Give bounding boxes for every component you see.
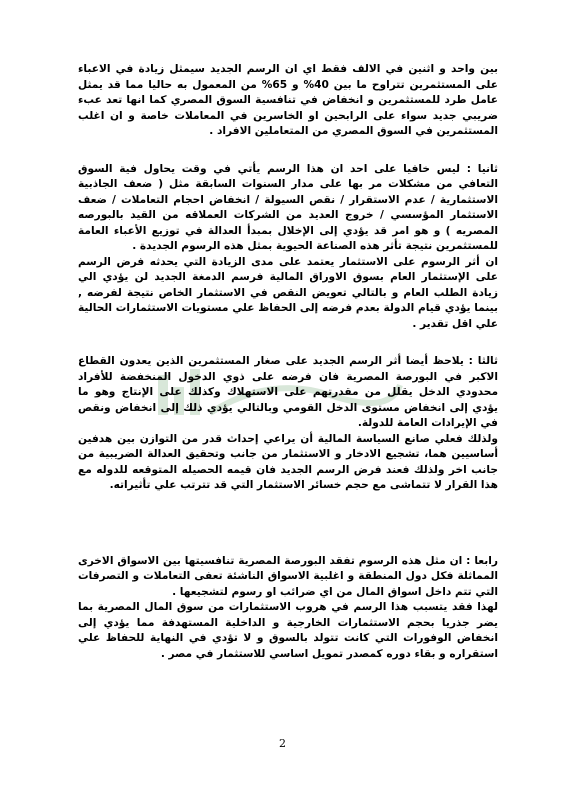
article-body [78, 62, 498, 662]
paragraph-intro-continuation: بين واحد و اثنين في الالف فقط اي ان الرسم الجديد سيمثل زيادة في الاعباء على المستثمرين تتراوح ما بين 40% و 65% من المعمول به حاليا مما قد يمثل عامل طرد للمستثمرين و انخفاض في تنافسية السوق المصري كما انها تعد عبء ضريبي جديد سواء على الرابحين او الخاسرين في المعاملات خاصة و ان اغلب المستثمرين في السوق المصري من المتعاملين الافراد . [78, 63, 498, 137]
paragraph-capital-flight: لهذا فقد يتسبب هذا الرسم في هروب الاستثمارات من سوق المال المصرية بما يضر جذريا بحجم الاستثمارات الخارجية و الداخلية المستهدفة مما يؤدي إلى انخفاض الوفورات التي كانت تتولد بالسوق و لا تؤدي في النهاية للحفاظ علي استقراره و بقاء دوره كمصدر تمويل اساسي للاستثمار في مصر . [78, 601, 498, 660]
page-number: 2 [279, 737, 286, 750]
paragraph-third-point: ثالثا : يلاحظ أيضا أثر الرسم الجديد على صغار المستثمرين الذين يعدون القطاع الاكبر في البورصة المصرية فان فرضه على ذوي الدخول المنخفضة للأفراد محدودي الدخل يقلل من مقدرتهم على الاستهلاك وكذلك على الإنتاج وهو ما يؤدي إلى انخفاض مستوى الدخل القومي وبالتالي يؤدي ذلك إلى انخفاض ونقص في الإيرادات العامة للدولة. [78, 355, 498, 429]
paragraph-fourth-point: رابعا : ان مثل هذه الرسوم تفقد البورصة المصرية تنافسيتها بين الاسواق الاخرى المماثلة فكل دول المنطقة و اغلبية الاسواق الناشئة تعفى التعاملات و التصرفات التي تتم داخل اسواق المال من اي ضرائب او رسوم لتشجيعها . [78, 554, 498, 598]
paragraph-second-point: ثانيا : ليس خافيا على احد ان هذا الرسم يأتي في وقت يحاول فية السوق التعافي من مشكلات مر بها على مدار السنوات السابقة مثل ( ضعف الجاذبية الاستثمارية / عدم الاستقرار / نقص السيولة / انخفاض احجام التعاملات / ضعف الاستثمار المؤسسي / خروج العديد من الشركات العملاقه من القيد بالبورصه المصريه ) و هو امر قد يؤدي إلى الإخلال بمبدأ العدالة في توزيع الأعباء العامة للمستثمرين نتيجة تأثر هذه الصناعة الحيوية بمثل هذه الرسوم الجديدة . [78, 162, 498, 252]
paragraph-investment-effect: ان أثر الرسوم على الاستثمار يعتمد على مدى الزيادة التي يحدثه فرض الرسم على الإستثمار العام بسوق الاوراق المالية فرسم الدمغة الجديد لن يؤدي الي زيادة الطلب العام و بالتالي تعويض النقص في الاستثمار الخاص نتيجة لفرضه , بينما يؤدي قيام الدولة بعدم فرضه إلى الحفاظ علي مستويات الاستثمارات الحالية علي اقل تقدير . [78, 255, 498, 330]
paragraph-fiscal-policy: ولذلك فعلي صانع السياسة المالية أن يراعي إحداث قدر من التوازن بين هدفين أساسيين هما، تشجيع الادخار و الاستثمار من جانب وتحقيق العدالة الضريبية من جانب اخر ولذلك فعند فرض الرسم الجديد فان قيمه الحصيله المتوقعه للدوله مع هذا القرار لا تتماشى مع حجم خسائر الاستثمار التي قد تترتب علي تأثيراته. [78, 432, 498, 491]
